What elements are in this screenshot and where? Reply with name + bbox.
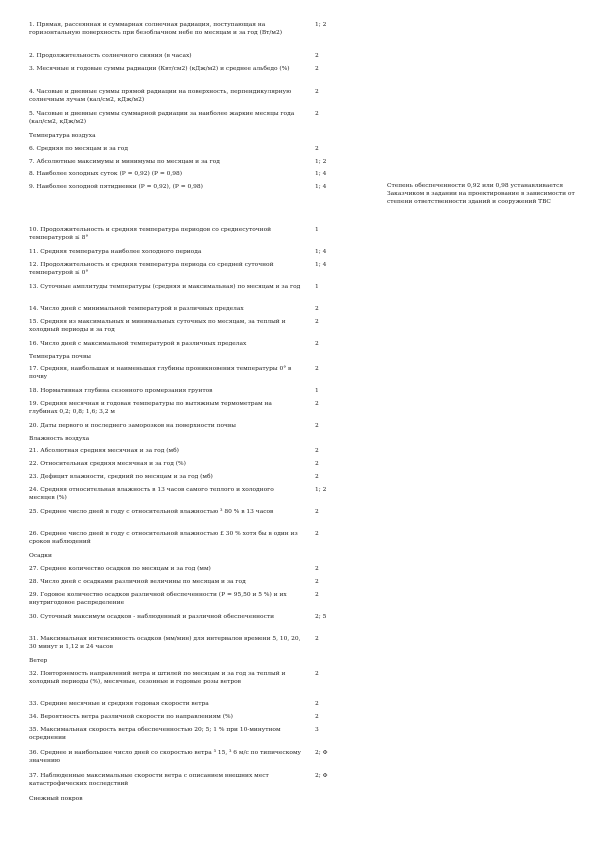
item-code: 1 [315, 284, 319, 290]
item-text: 29. Годовое количество осадков различной обеспеченности (P = 95,50 и 5 %) и их внутригодовое распределение [29, 592, 287, 606]
item-code: 1; 2 [315, 487, 327, 493]
item-text: 5. Часовые и дневные суммы суммарной радиации за наиболее жаркие месяцы года (кал/см2, кДж/м2) [29, 111, 295, 125]
item-code: 1; 2 [315, 22, 327, 28]
item-text: 24. Средняя относительная влажность в 13 часов самого теплого и холодного месяцев (%) [29, 487, 274, 501]
item-code: 2 [315, 319, 319, 325]
item-text: 19. Средняя месячная и годовая температуры по вытяжным термометрам на глубинах 0,2; 0,8; 1,6; 3,2 м [29, 401, 272, 415]
list-item [29, 750, 329, 765]
item-code: 2 [315, 53, 319, 59]
item-code: 1 [315, 388, 319, 394]
item-text: 21. Абсолютная средняя месячная и за год (мб) [29, 448, 179, 454]
list-item [29, 509, 329, 517]
list-item [29, 401, 329, 416]
item-text: 13. Суточные амплитуды температуры (средняя и максимальная) по месяцам и за год [29, 284, 301, 290]
list-item [29, 341, 329, 349]
item-text: 10. Продолжительность и средняя температура периодов со среднесуточной температурой ≤ 8° [29, 227, 272, 241]
list-item [29, 53, 329, 61]
item-code: 2 [315, 461, 319, 467]
list-item [29, 579, 329, 587]
item-text: 17. Средняя, наибольшая и наименьшая глубины проникновения температуры 0° в почву [29, 366, 292, 380]
item-text: 2. Продолжительность солнечного сияния (в часах) [29, 53, 192, 59]
list-item [29, 319, 329, 334]
section-heading: Влажность воздуха [29, 436, 90, 442]
list-item [29, 249, 329, 257]
item-text: 37. Наблюденные максимальные скорости ветра с описанием внешних мест катастрофических последствий [29, 773, 269, 787]
list-item [29, 366, 329, 381]
list-item [29, 714, 329, 722]
item-code: 2 [315, 636, 319, 642]
item-code: 2 [315, 592, 319, 598]
item-code: 1 [315, 227, 319, 233]
item-text: 28. Число дней с осадками различной величины по месяцам и за год [29, 579, 246, 585]
list-item [29, 636, 329, 651]
item-text: 14. Число дней с минимальной температурой в различных пределах [29, 306, 244, 312]
list-item [29, 614, 329, 622]
section-heading: Ветер [29, 658, 48, 664]
list-item [29, 306, 329, 314]
item-text: 8. Наиболее холодных суток (P = 0,92) (P = 0,98) [29, 171, 183, 177]
item-code: 3 [315, 727, 319, 733]
list-item [29, 184, 329, 192]
item-text: 27. Среднее количество осадков по месяцам и за год (мм) [29, 566, 211, 572]
item-text: 30. Суточный максимум осадков - наблюденный и различной обеспеченности [29, 614, 275, 620]
item-text: 3. Месячные и годовые суммы радиации (Квт/см2) (кДж/м2) и среднее альбедо (%) [29, 66, 290, 72]
item-text: 6. Средняя по месяцам и за год [29, 146, 128, 152]
item-code: 2 [315, 531, 319, 537]
list-item [29, 388, 329, 396]
list-item [29, 146, 329, 154]
list-item [29, 448, 329, 456]
list-item [29, 701, 329, 709]
item-text: 23. Дефицит влажности, средний по месяцам и за год (мб) [29, 474, 213, 480]
list-item [29, 227, 329, 242]
list-item [29, 111, 329, 126]
item-code: 2 [315, 66, 319, 72]
item-text: 26. Среднее число дней в году с относительной влажностью £ 30 % хотя бы в один из сроков наблюдений [29, 531, 298, 545]
list-item [29, 487, 329, 502]
item-code: 2 [315, 89, 319, 95]
item-text: 9. Наиболее холодной пятидневки (P = 0,92), (P = 0,98) [29, 184, 203, 190]
section-heading: Осадки [29, 553, 52, 559]
item-text: 16. Число дней с максимальной температурой в различных пределах [29, 341, 247, 347]
item-code: 1; 4 [315, 262, 327, 268]
item-code: 2 [315, 579, 319, 585]
item-code: 2 [315, 401, 319, 407]
list-item [29, 262, 329, 277]
item-text: 22. Относительная средняя месячная и за год (%) [29, 461, 186, 467]
item-code: 1; 4 [315, 171, 327, 177]
list-item [29, 773, 329, 788]
item-text: 25. Среднее число дней в году с относительной влажностью ³ 80 % в 13 часов [29, 509, 274, 515]
item-text: 20. Даты первого и последнего заморозков на поверхности почвы [29, 423, 236, 429]
list-item [29, 531, 329, 546]
section-heading: Температура воздуха [29, 133, 96, 139]
list-item [29, 89, 329, 104]
item-code: 2; Ф [315, 750, 328, 756]
list-item [29, 474, 329, 482]
section-heading: Снежный покров [29, 796, 83, 802]
list-item [29, 566, 329, 574]
item-code: 2 [315, 366, 319, 372]
list-item [29, 423, 329, 431]
item-code: 1; 2 [315, 159, 327, 165]
item-code: 2 [315, 701, 319, 707]
section-heading: Температура почвы [29, 354, 91, 360]
side-note: Степень обеспеченности 0,92 или 0,98 устанавливается Заказчиком в задании на проектирование в зависимости от степени ответственности зданий и сооружений ТВС [387, 183, 575, 205]
item-text: 4. Часовые и дневные суммы прямой радиации на поверхность, перпендикулярную солнечным лучам (кал/см2, кДж/м2) [29, 89, 292, 103]
list-item [29, 171, 329, 179]
item-text: 12. Продолжительность и средняя температура периода со средней суточной температурой ≤ 0° [29, 262, 274, 276]
list-item [29, 66, 329, 74]
item-text: 11. Средняя температура наиболее холодного периода [29, 249, 202, 255]
item-text: 18. Нормативная глубина сезонного промерзания грунтов [29, 388, 213, 394]
item-code: 2 [315, 341, 319, 347]
item-code: 2 [315, 306, 319, 312]
item-code: 2; Ф [315, 773, 328, 779]
item-text: 35. Максимальная скорость ветра обеспеченностью 20; 5; 1 % при 10-минутном осреднении [29, 727, 281, 741]
list-item [29, 22, 329, 37]
list-item [29, 727, 329, 742]
item-code: 1; 4 [315, 184, 327, 190]
item-text: 32. Повторяемость направлений ветра и штилей по месяцам и за год за теплый и холодный периоды (%), месячные, сезонные и годовые розы ветров [29, 671, 286, 685]
item-text: 7. Абсолютные максимумы и минимумы по месяцам и за год [29, 159, 220, 165]
item-code: 1; 4 [315, 249, 327, 255]
item-code: 2 [315, 566, 319, 572]
list-item [29, 159, 329, 167]
item-text: 31. Максимальная интенсивность осадков (мм/мин) для интервалов времени 5, 10, 20, 30 минут и 1,12 и 24 часов [29, 636, 301, 650]
item-code: 2 [315, 111, 319, 117]
item-code: 2 [315, 671, 319, 677]
list-item [29, 284, 329, 292]
item-text: 1. Прямая, рассеянная и суммарная солнечная радиация, поступающая на горизонтальную поверхность при безоблачном небе по месяцам и за год (Вт/м2) [29, 22, 283, 36]
list-item [29, 461, 329, 469]
item-text: 36. Среднее и наибольшее число дней со скоростью ветра ³ 15, ³ 6 м/с по типическому значению [29, 750, 301, 764]
item-text: 34. Вероятность ветра различной скорости по направлениям (%) [29, 714, 233, 720]
item-code: 2 [315, 714, 319, 720]
item-code: 2 [315, 423, 319, 429]
item-text: 33. Средние месячные и средняя годовая скорости ветра [29, 701, 209, 707]
item-code: 2 [315, 146, 319, 152]
item-code: 2 [315, 509, 319, 515]
list-item [29, 671, 329, 686]
item-text: 15. Средняя из максимальных и минимальных суточных по месяцам, за теплый и холодный периоды и за год [29, 319, 286, 333]
item-code: 2 [315, 448, 319, 454]
item-code: 2; 5 [315, 614, 327, 620]
item-code: 2 [315, 474, 319, 480]
list-item [29, 592, 329, 607]
